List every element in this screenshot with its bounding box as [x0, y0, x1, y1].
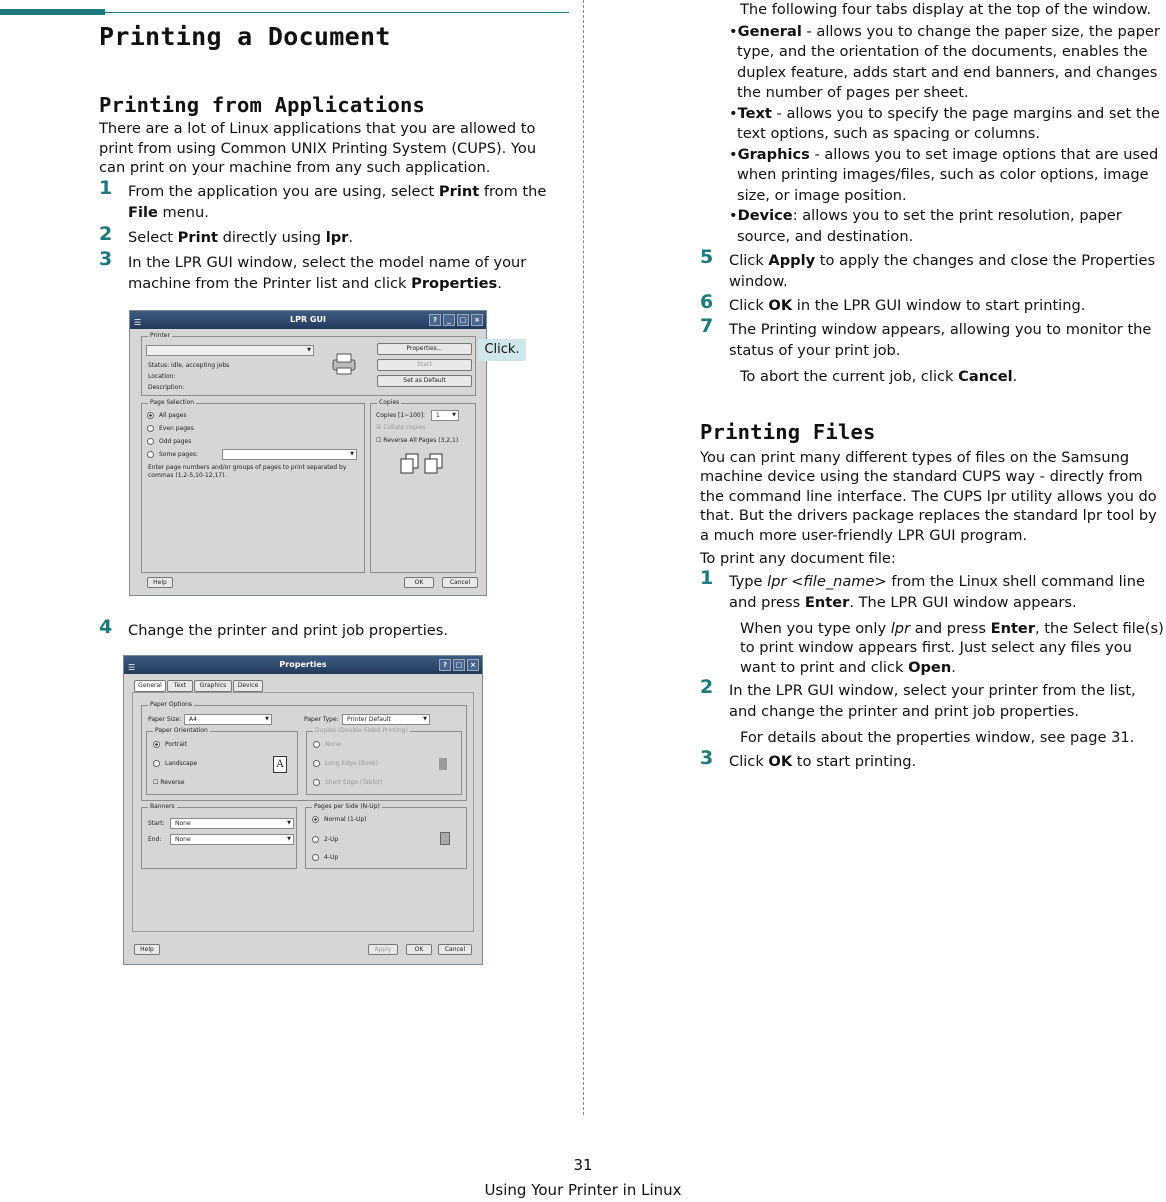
step-3: 3 In the LPR GUI window, select the model name of your machine from the Printer list and click Properties.: [99, 247, 527, 292]
ok-button[interactable]: OK: [406, 944, 432, 955]
2up-radio[interactable]: 2-Up: [312, 836, 338, 844]
maximize-icon: □: [453, 659, 465, 671]
step-2: 2 Select Print directly using lpr.: [99, 222, 353, 246]
some-pages-input[interactable]: [222, 449, 357, 460]
help-button[interactable]: Help: [147, 577, 173, 588]
close-icon: ×: [471, 314, 483, 326]
right-column: [700, 0, 1166, 772]
bullet-graphics: •Graphics - allows you to set image options that are used when printing images/files, such as color options, image size, or image position.: [729, 145, 1159, 204]
reverse-checkbox[interactable]: ☐ Reverse: [153, 779, 185, 786]
properties-button[interactable]: Properties...: [377, 343, 472, 355]
step-number: 3: [700, 746, 714, 769]
printer-select[interactable]: [146, 345, 314, 356]
printer-icon: [330, 352, 360, 376]
bullet-device: •Device: allows you to set the print resolution, paper source, and destination.: [729, 207, 1122, 245]
apply-button[interactable]: Apply: [368, 944, 398, 955]
4up-radio[interactable]: 4-Up: [312, 854, 338, 862]
step-5: 5 Click Apply to apply the changes and close the Properties window.: [700, 246, 1156, 290]
step-6: 6 Click OK in the LPR GUI window to start printing.: [700, 291, 1086, 314]
step-number: 2: [700, 676, 714, 698]
page-selection-frame: Page Selection All pages Even pages Odd pages Some pages: ▼ Enter page numbers and/or groups of pages to print separated by commas (1,2-5,10-12,17).: [141, 403, 365, 573]
tab-general[interactable]: General: [134, 680, 166, 692]
orientation-frame: Paper Orientation Portrait Landscape ☐ Reverse A: [146, 731, 298, 795]
some-pages-radio[interactable]: Some pages:: [147, 451, 198, 459]
step-number: 3: [99, 247, 113, 270]
copies-spinner[interactable]: 1 ▼: [431, 410, 459, 421]
pages-per-side-frame: Pages per Side (N-Up) Normal (1-Up) 2-Up 4-Up: [305, 807, 467, 869]
copies-frame: Copies Copies [1~100]: 1 ▼ ☒ Collate copies ☐ Reverse All Pages (3,2,1): [370, 403, 476, 573]
step-number: 2: [99, 222, 113, 245]
step-number: 1: [700, 566, 714, 589]
abort-note: To abort the current job, click Cancel.: [740, 368, 1018, 385]
step-4: 4 Change the printer and print job properties.: [99, 616, 449, 639]
start-button[interactable]: Start: [377, 359, 472, 371]
paper-size-select[interactable]: A4 ▼: [184, 714, 272, 725]
banner-end-select[interactable]: None ▼: [170, 834, 294, 845]
landscape-radio[interactable]: Landscape: [153, 760, 197, 768]
minimize-icon: _: [443, 314, 455, 326]
files-step-2: 2 In the LPR GUI window, select your printer from the list, and change the printer and print job properties.: [700, 676, 1136, 720]
bullet-general: •General - allows you to change the paper size, the paper type, and the orientation of the documents, enables the duplex feature, adds start and end banners, and changes the number of pages per sheet.: [729, 22, 1160, 101]
properties-screenshot: [123, 655, 483, 965]
nup-preview-icon: [440, 832, 450, 845]
window-menu-icon: ☰: [134, 318, 142, 327]
printer-frame: Printer ▼ Status: idle, accepting jobs Location: Description: Properties... Start Set as Default: [141, 336, 476, 396]
files-step-1: 1 Type lpr <file_name> from the Linux shell command line and press Enter. The LPR GUI window appears.: [700, 566, 1145, 611]
footer-chapter: Using Your Printer in Linux: [484, 1181, 682, 1199]
general-tab-panel: [132, 692, 474, 932]
short-edge-radio[interactable]: Short Edge (Tablet): [313, 779, 383, 787]
properties-titlebar: ☰ Properties ? □ ×: [124, 656, 482, 674]
orientation-preview-icon: A: [273, 756, 287, 773]
section-heading-files: Printing Files: [700, 419, 876, 444]
set-default-button[interactable]: Set as Default: [377, 375, 472, 387]
column-separator: [583, 0, 584, 1115]
step-number: 5: [700, 246, 714, 268]
help-button[interactable]: Help: [134, 944, 160, 955]
intro-paragraph: There are a lot of Linux applications that you are allowed to print from using Common UNIX Printing System (CUPS). You can print on your machine from any such application.: [99, 120, 537, 176]
files-step-3: 3 Click OK to start printing.: [700, 746, 917, 770]
tab-graphics[interactable]: Graphics: [194, 680, 232, 692]
step-number: 6: [700, 291, 714, 313]
ok-button[interactable]: OK: [404, 577, 434, 588]
to-print-label: To print any document file:: [700, 550, 896, 567]
even-pages-radio[interactable]: Even pages: [147, 425, 194, 433]
close-icon: ×: [467, 659, 479, 671]
files-note-2: For details about the properties window, see page 31.: [740, 729, 1135, 746]
page-number: 31: [573, 1156, 593, 1174]
header-rule-accent: [0, 9, 105, 15]
step-7: 7 The Printing window appears, allowing you to monitor the status of your print job.: [700, 315, 1152, 359]
tabs-intro: The following four tabs display at the top of the window.: [740, 1, 1152, 18]
paper-options-frame: Paper Options Paper Size: A4 ▼ Paper Type: Printer Default ▼ Paper Orientation Portrait Landscape ☐ Reverse A Duplex (Double-Sided Printing) None Long Edge (Book) Short Edge (Tablet): [141, 705, 467, 801]
click-callout: Click.: [478, 339, 526, 361]
help-icon: ?: [429, 314, 441, 326]
window-controls: [439, 659, 479, 671]
duplex-none-radio[interactable]: None: [313, 741, 341, 749]
files-intro: You can print many different types of files on the Samsung machine device using the standard CUPS way - directly from the command line interface. The CUPS lpr utility allows you do that. But the drivers package replaces the standard lpr tool by a much more user-friendly LPR GUI program.: [700, 448, 1157, 544]
banners-frame: Banners Start: None ▼ End: None ▼: [141, 807, 297, 869]
bullet-text: •Text - allows you to specify the page margins and set the text options, such as spacing or columns.: [729, 104, 1160, 142]
lpr-gui-titlebar: ☰ LPR GUI ? _ □ ×: [130, 311, 486, 329]
duplex-preview-icon: [439, 758, 447, 770]
maximize-icon: □: [457, 314, 469, 326]
paper-type-select[interactable]: Printer Default ▼: [342, 714, 430, 725]
long-edge-radio[interactable]: Long Edge (Book): [313, 760, 378, 768]
files-note-1: When you type only lpr and press Enter, the Select file(s) to print window appears first. Just select any files you want to print and click Open.: [740, 619, 1164, 676]
collate-checkbox[interactable]: ☒ Collate copies: [376, 424, 426, 431]
tab-device[interactable]: Device: [233, 680, 263, 692]
lpr-gui-screenshot: [129, 310, 487, 596]
step-1: 1 From the application you are using, select Print from the File menu.: [99, 176, 547, 221]
window-menu-icon: ☰: [128, 663, 136, 672]
step-number: 4: [99, 616, 113, 638]
odd-pages-radio[interactable]: Odd pages: [147, 438, 191, 446]
help-icon: ?: [439, 659, 451, 671]
properties-tabs: [134, 680, 263, 692]
all-pages-radio[interactable]: All pages: [147, 412, 186, 420]
step-number: 1: [99, 176, 113, 199]
tab-text[interactable]: Text: [167, 680, 193, 692]
normal-1up-radio[interactable]: Normal (1-Up): [312, 816, 366, 824]
cancel-button[interactable]: Cancel: [442, 577, 478, 588]
banner-start-select[interactable]: None ▼: [170, 818, 294, 829]
section-heading-apps: Printing from Applications: [99, 93, 426, 117]
portrait-radio[interactable]: Portrait: [153, 741, 187, 749]
cancel-button[interactable]: Cancel: [438, 944, 472, 955]
step-number: 7: [700, 315, 714, 337]
collate-pages-icon: [396, 452, 452, 478]
duplex-frame: Duplex (Double-Sided Printing) None Long Edge (Book) Short Edge (Tablet): [306, 731, 462, 795]
page-title: Printing a Document: [99, 22, 391, 51]
reverse-checkbox[interactable]: ☐ Reverse All Pages (3,2,1): [376, 437, 459, 444]
window-controls: [429, 314, 483, 326]
